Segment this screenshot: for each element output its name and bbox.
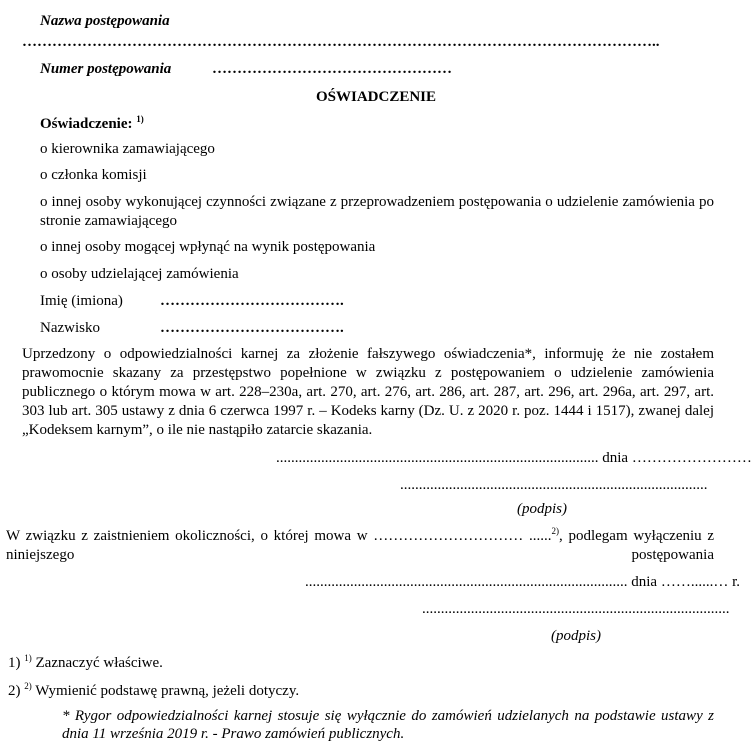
exclusion-date-label: dnia	[631, 574, 658, 590]
signature-field[interactable]: ..................................................................................	[400, 477, 708, 493]
place-field[interactable]: ......................................................................................	[276, 450, 599, 466]
footnote-ref-2: 2)	[551, 526, 560, 536]
footnote-2: 2) $^{2)}$ Wymienić podstawę prawną, jeżeli dotyczy.	[8, 681, 300, 699]
option-awarding-person[interactable]: o osoby udzielającej zamówienia	[40, 266, 239, 282]
date-label: dnia	[602, 450, 629, 466]
legal-basis-field[interactable]: ………………………… ......	[373, 528, 552, 544]
proceeding-number-label: Numer postępowania	[40, 61, 172, 77]
proceeding-name-dots: ………………………………………………………………………………………………………………..	[22, 34, 660, 50]
first-name-field[interactable]: ……………………………….	[160, 293, 344, 309]
last-name-field[interactable]: ……………………………….	[160, 320, 344, 336]
year-suffix: r.	[732, 574, 740, 590]
option-committee-member[interactable]: o członka komisji	[40, 167, 147, 183]
place-and-date-line	[276, 449, 752, 467]
declaration-paragraph: Uprzedzony o odpowiedzialności karnej za złożenie fałszywego oświadczenia*, informuję że nie zostałem prawomocnie skazany za przestępstwo popełnione w związku z postępowaniem o udzielenie zamówienia publicznego o którym mowa w art. 228–230a, art. 270, art. 276, art. 286, art. 287, art. 296, art. 296a, art. 297, art. 303 lub art. 305 ustawy z dnia 6 czerwca 1997 r. – Kodeks karny (Dz. U. z 2020 r. poz. 1444 i 1517), zwanej dalej „Kodeksem karnym”, o ile nie nastąpiło zatarcie skazania.	[22, 346, 714, 438]
signature-label: (podpis)	[517, 501, 567, 517]
statement-label: Oświadczenie: $^{1)}$	[40, 114, 144, 132]
footnote-1: 1) $^{1)}$ Zaznaczyć właściwe.	[8, 653, 163, 671]
first-name-label: Imię (imiona)	[40, 293, 123, 309]
exclusion-signature-label: (podpis)	[551, 628, 601, 644]
exclusion-line-1: W związku z zaistnieniem okoliczności, o której mowa w ………………………… ......$^{2)}$, podlegam wyłączeniu z niniejszego postępowania	[6, 526, 715, 563]
footnote-ref-1: 1)	[136, 114, 144, 124]
date-field[interactable]: ……………………	[631, 450, 752, 466]
document-title: OŚWIADCZENIE	[315, 89, 437, 105]
exclusion-place-field[interactable]: ......................................................................................	[305, 574, 628, 590]
exclusion-place-and-date-line	[305, 573, 740, 591]
exclusion-signature-field[interactable]: ..................................................................................	[422, 601, 730, 617]
rigor-note: * Rygor odpowiedzialności karnej stosuje się wyłącznie do zamówień udzielanych na podstawie ustawy z dnia 11 września 2019 r. - Prawo zamówień publicznych.	[62, 708, 714, 742]
option-other-person-acting[interactable]: o innej osoby wykonującej czynności związane z przeprowadzeniem postępowania o udzielenie zamówienia po stronie zamawiającego	[40, 194, 714, 229]
exclusion-date-field[interactable]: ……......…	[660, 574, 729, 590]
option-other-person-influencing[interactable]: o innej osoby mogącej wpłynąć na wynik postępowania	[40, 239, 376, 255]
option-manager[interactable]: o kierownika zamawiającego	[40, 141, 215, 157]
last-name-label: Nazwisko	[40, 320, 100, 336]
proceeding-number-dots: …………………………………………	[212, 61, 452, 77]
proceeding-name-label: Nazwa postępowania	[40, 13, 170, 29]
